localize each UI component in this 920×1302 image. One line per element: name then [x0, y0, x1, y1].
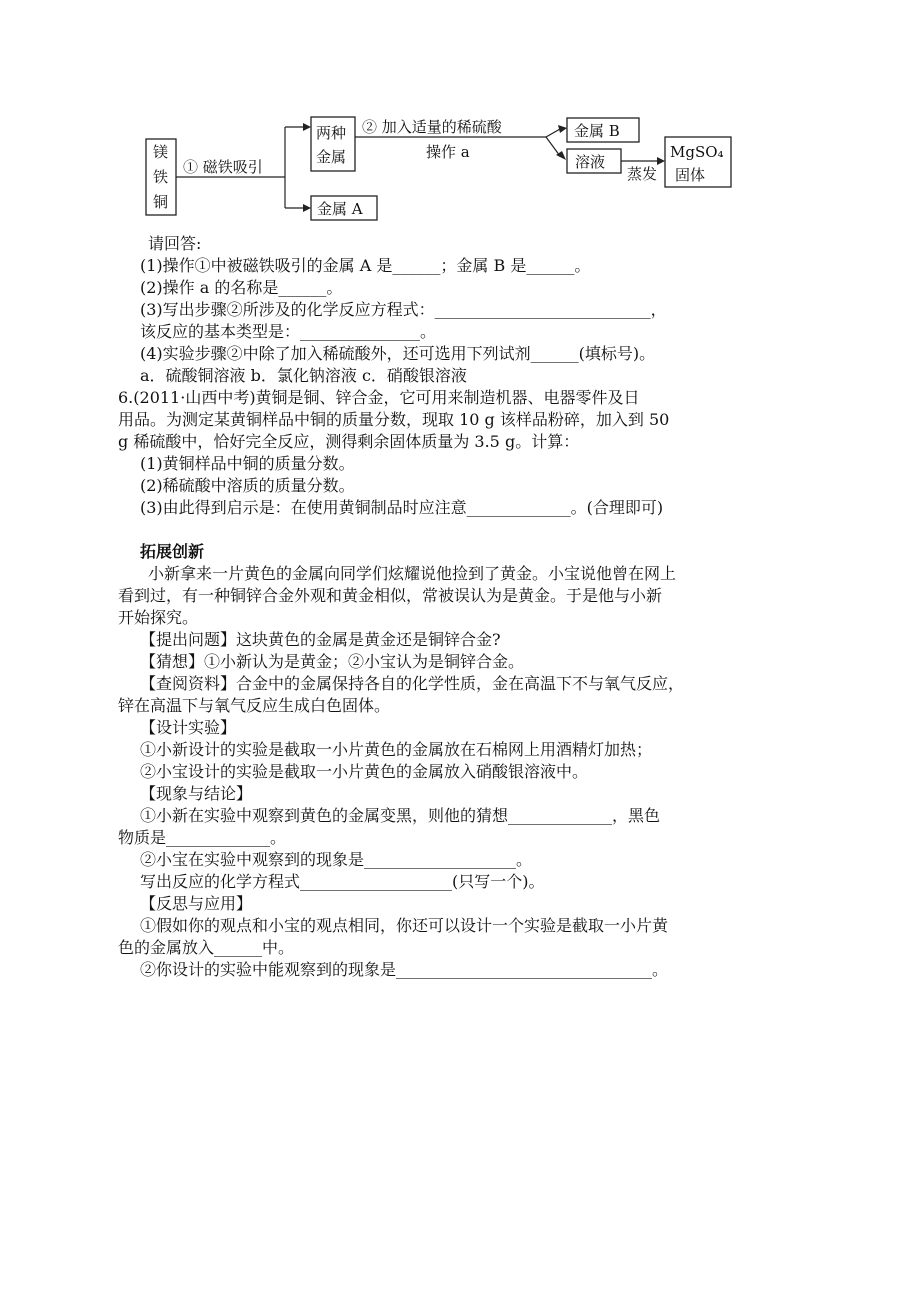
q6-line3: g 稀硫酸中，恰好完全反应，测得剩余固体质量为 3.5 g。计算： [118, 432, 580, 451]
q5-sub4: (4)实验步骤②中除了加入稀硫酸外，还可选用下列试剂______(填标号)。 [140, 344, 656, 363]
question-text [118, 233, 790, 981]
phenomenon1-line2: 物质是_____________。 [118, 828, 287, 847]
q5-sub1: (1)操作①中被磁铁吸引的金属 A 是______；金属 B 是______。 [140, 256, 591, 275]
metal-a-label: 金属 A [317, 200, 363, 218]
operation-label: 操作 a [426, 143, 470, 161]
q6-sub3: (3)由此得到启示是：在使用黄铜制品时应注意_____________。(合理即可) [140, 498, 664, 517]
q5-sub2: (2)操作 a 的名称是______。 [140, 278, 343, 297]
input-metal-mg: 镁 [153, 143, 169, 161]
q6-sub1: (1)黄铜样品中铜的质量分数。 [140, 454, 355, 473]
q5-prompt: 请回答: [148, 234, 202, 253]
product-formula: MgSO₄ [670, 143, 724, 161]
input-metal-cu: 铜 [153, 193, 169, 211]
solution-label: 溶液 [575, 153, 606, 171]
intro-line1: 小新拿来一片黄色的金属向同学们炫耀说他捡到了黄金。小宝说他曾在网上 [148, 564, 677, 583]
intro-line2: 看到过，有一种铜锌合金外观和黄金相似，常被误认为是黄金。于是他与小新 [118, 586, 663, 605]
q5-options: a．硫酸铜溶液 b．氯化钠溶液 c．硝酸银溶液 [140, 366, 467, 385]
q6-sub2: (2)稀硫酸中溶质的质量分数。 [140, 476, 355, 495]
intro-line3: 开始探究。 [118, 608, 199, 627]
step2-label: ② 加入适量的稀硫酸 [362, 118, 502, 136]
arrow-to-metal-a [303, 204, 311, 212]
product-state: 固体 [675, 166, 706, 184]
q5-sub3-line1: (3)写出步骤②所涉及的化学反应方程式：___________________________， [140, 300, 667, 319]
two-metals-line1: 两种 [316, 124, 347, 142]
two-metals-line2: 金属 [316, 148, 347, 166]
step1-label: ① 磁铁吸引 [183, 158, 263, 176]
phenomenon1-line1: ①小新在实验中观察到黄色的金属变黑，则他的猜想_____________，黑色 [140, 806, 661, 825]
reflection2: ②你设计的实验中能观察到的现象是________________________________。 [140, 960, 669, 979]
input-metal-fe: 铁 [153, 168, 169, 186]
metal-b-label: 金属 B [574, 122, 620, 140]
flow-diagram [0, 0, 920, 230]
evaporate-label: 蒸发 [627, 165, 658, 183]
q6-line1: 6.(2011·山西中考)黄铜是铜、锌合金，它可用来制造机器、电器零件及日 [118, 388, 640, 407]
arrow-to-metal-b [558, 125, 567, 133]
q5-sub3-line2: 该反应的基本类型是：_______________。 [140, 322, 437, 341]
section-heading: 拓展创新 [140, 542, 205, 561]
hypothesis: 【猜想】①小新认为是黄金；②小宝认为是铜锌合金。 [140, 652, 525, 671]
reference-line2: 锌在高温下与氧气反应生成白色固体。 [118, 696, 391, 715]
phenomenon-title: 【现象与结论】 [140, 784, 253, 803]
reference-line1: 【查阅资料】合金中的金属保持各自的化学性质，金在高温下不与氧气反应， [140, 674, 685, 693]
reflection-title: 【反思与应用】 [140, 894, 253, 913]
ask-question: 【提出问题】这块黄色的金属是黄金还是铜锌合金? [140, 630, 501, 649]
design-title: 【设计实验】 [140, 718, 237, 737]
design-step2: ②小宝设计的实验是截取一小片黄色的金属放入硝酸银溶液中。 [140, 762, 589, 781]
arrow-to-product [657, 157, 665, 165]
design-step1: ①小新设计的实验是截取一小片黄色的金属放在石棉网上用酒精灯加热； [140, 740, 653, 759]
q6-line2: 用品。为测定某黄铜样品中铜的质量分数，现取 10 g 该样品粉碎，加入到 50 [118, 410, 670, 429]
reflection1-line1: ①假如你的观点和小宝的观点相同，你还可以设计一个实验是截取一小片黄 [140, 916, 669, 935]
phenomenon2: ②小宝在实验中观察到的现象是___________________。 [140, 850, 533, 869]
equation-prompt: 写出反应的化学方程式___________________(只写一个)。 [140, 872, 545, 891]
arrow-to-two-metals [303, 123, 311, 131]
reflection1-line2: 色的金属放入______中。 [118, 938, 295, 957]
